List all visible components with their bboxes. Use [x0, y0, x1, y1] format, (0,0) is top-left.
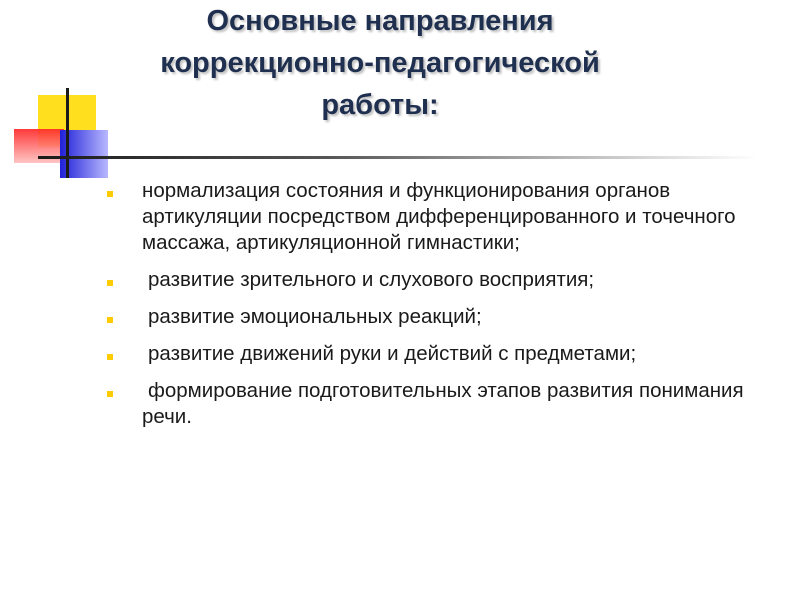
list-item: [104, 341, 744, 367]
slide-title: [120, 0, 640, 126]
list-item-text: формирование подготовительных этапов развития понимания речи.: [142, 379, 744, 428]
bullet-list: [104, 178, 744, 441]
list-item: [104, 267, 744, 293]
list-item-text: развитие эмоциональных реакций;: [148, 305, 482, 328]
bullet-icon: [107, 354, 113, 360]
list-item: [104, 378, 744, 430]
vertical-divider: [66, 88, 69, 178]
list-item-text: нормализация состояния и функционирования органов артикуляции посредством дифференцированного и точечного массажа, артикуляционной гимнастики;: [142, 179, 736, 254]
bullet-icon: [107, 317, 113, 323]
list-item: [104, 178, 744, 256]
bullet-icon: [107, 280, 113, 286]
title-line: Основные направления: [206, 5, 554, 37]
title-line: коррекционно-педагогической: [160, 47, 600, 79]
bullet-icon: [107, 191, 113, 197]
title-underline: [38, 156, 758, 159]
title-line: работы:: [321, 89, 439, 121]
list-item-text: развитие зрительного и слухового восприятия;: [148, 268, 595, 291]
list-item-text: развитие движений руки и действий с предметами;: [148, 342, 637, 365]
bullet-icon: [107, 391, 113, 397]
list-item: [104, 304, 744, 330]
